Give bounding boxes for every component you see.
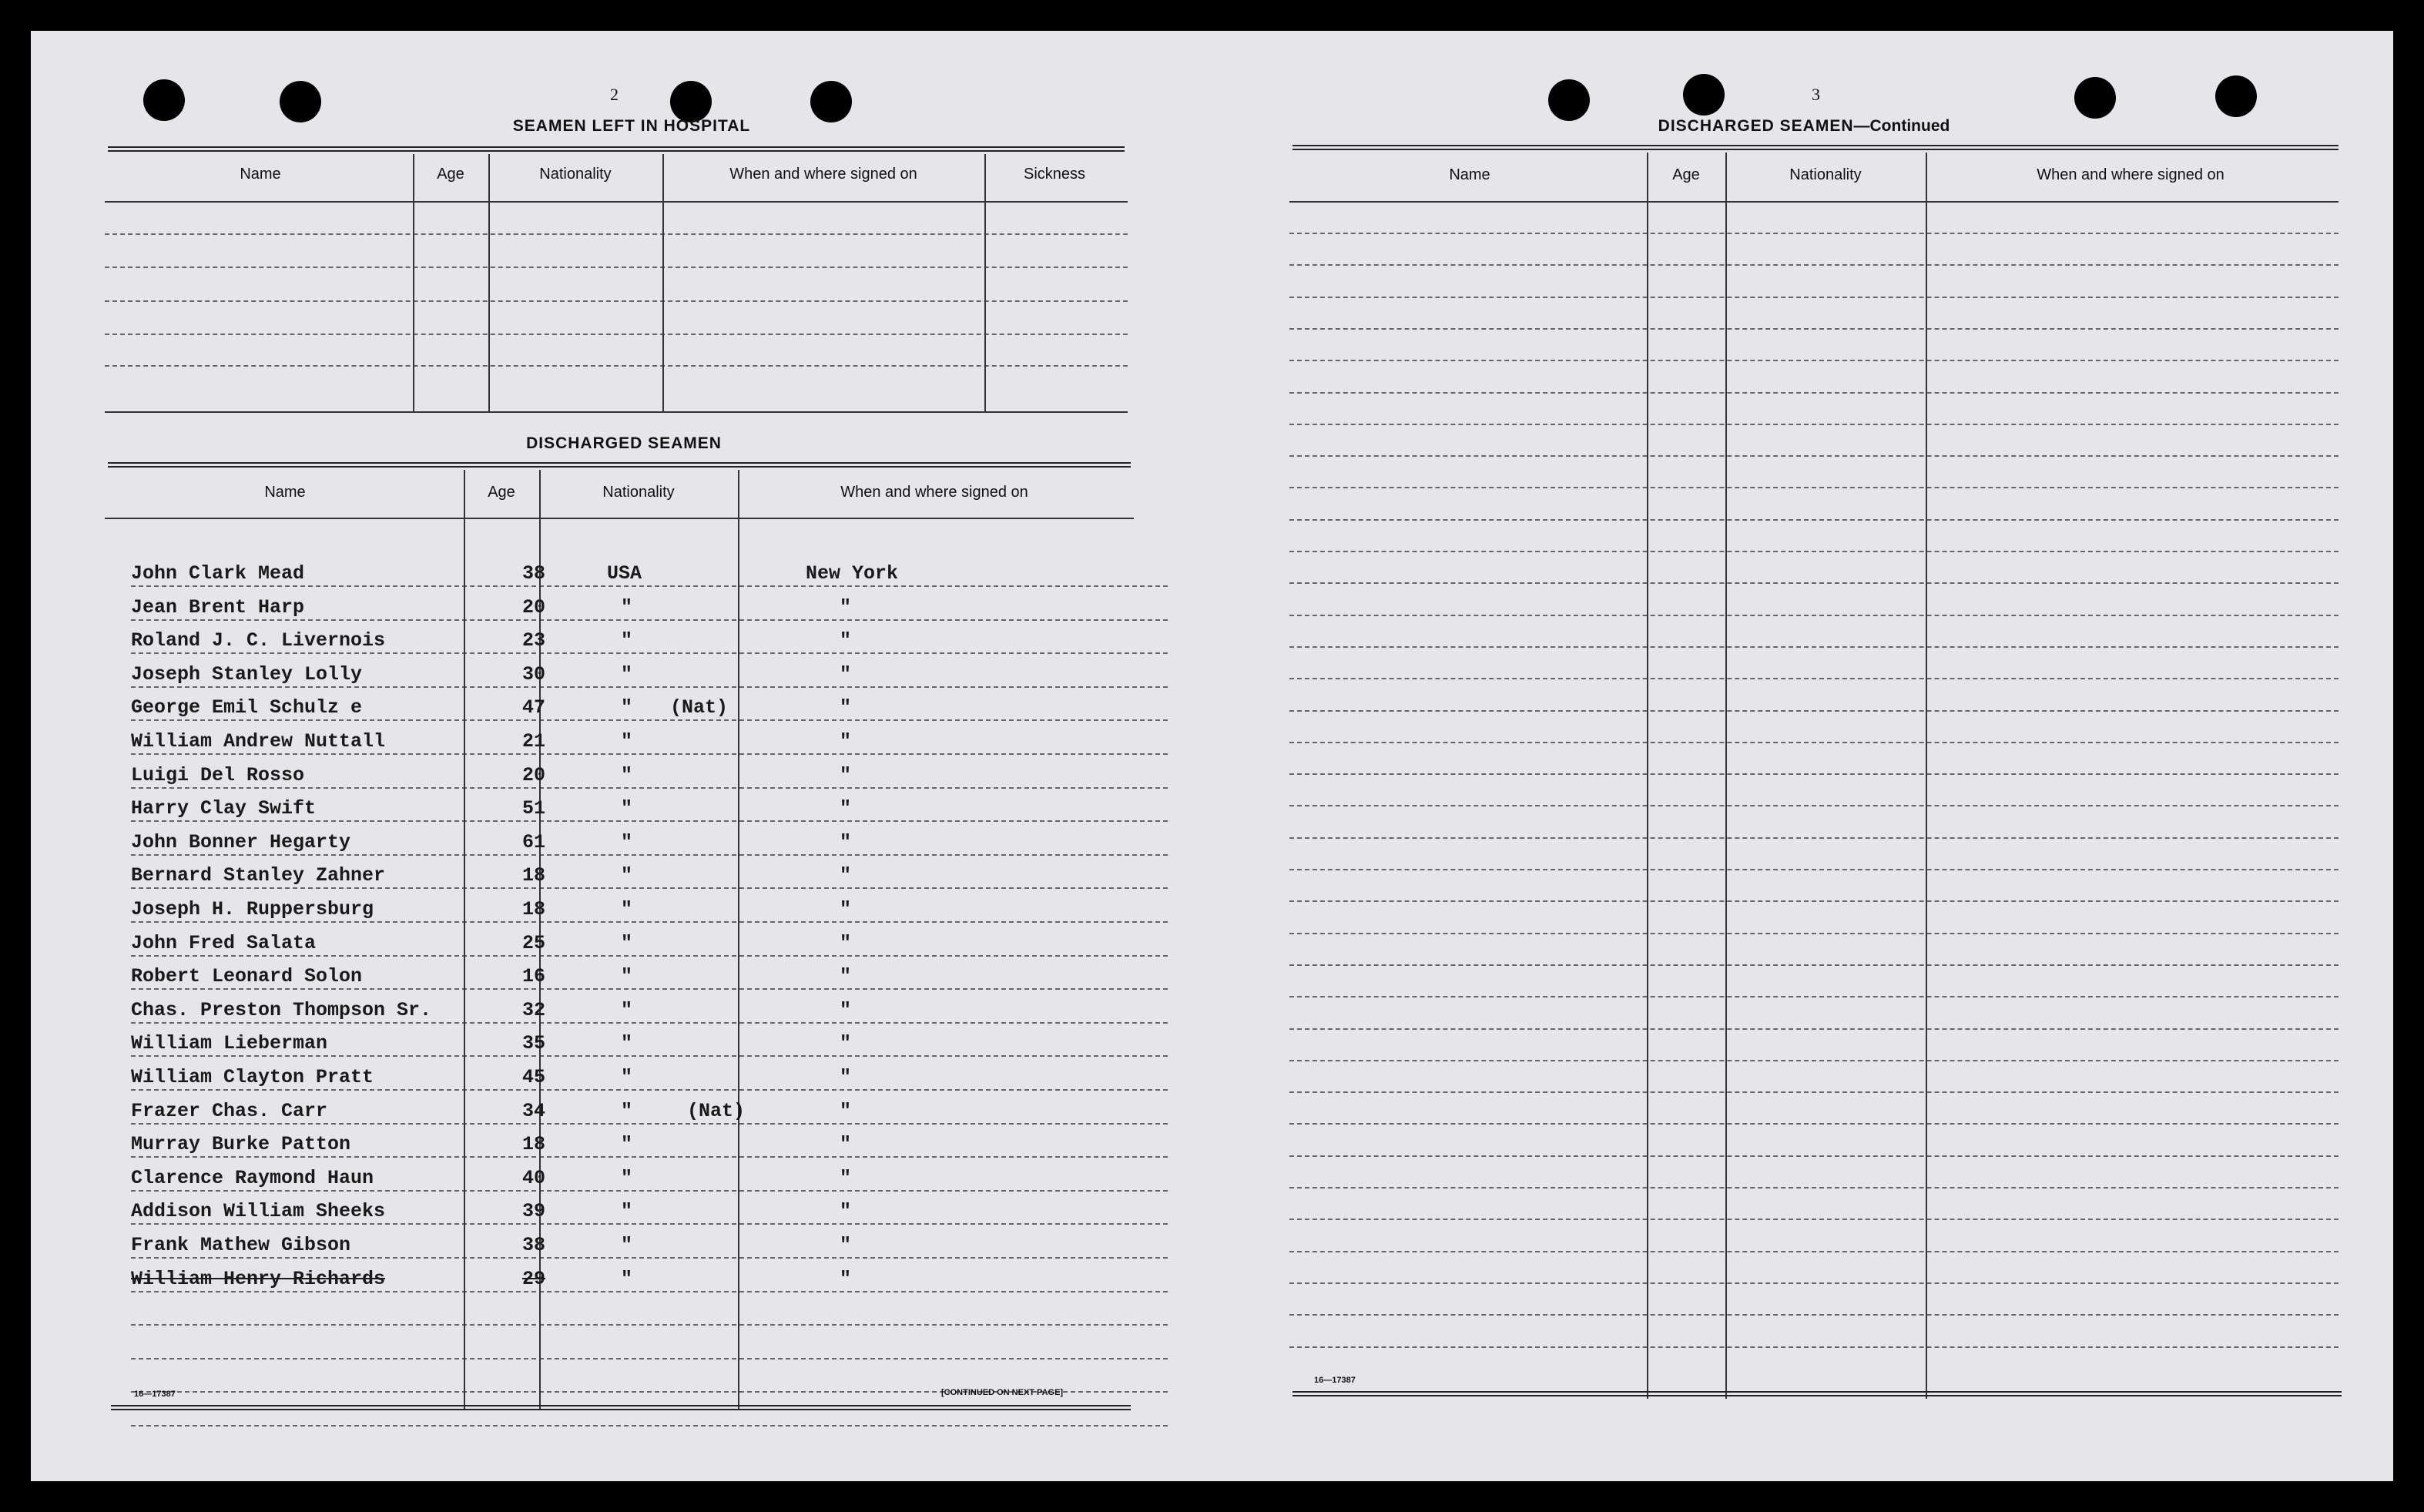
seaman-nationality: " xyxy=(621,1066,633,1088)
discharged-header-nationality: Nationality xyxy=(602,484,675,501)
seaman-signed-on: " xyxy=(840,1032,852,1055)
ledger-spread xyxy=(31,31,2393,1481)
form-number: 16—17387 xyxy=(134,1390,176,1399)
seaman-signed-on: " xyxy=(840,965,852,988)
row-line xyxy=(131,585,1168,587)
seaman-signed-on: " xyxy=(840,662,852,686)
seaman-name: George Emil Schulz e xyxy=(131,696,363,719)
seaman-nationality: " xyxy=(621,1032,633,1055)
seaman-name: Roland J. C. Livernois xyxy=(131,629,386,652)
seaman-age: 16 xyxy=(522,965,546,988)
seaman-signed-on: " xyxy=(840,595,852,619)
row-line xyxy=(1289,805,2339,806)
row-line xyxy=(131,955,1168,957)
row-line xyxy=(1289,1219,2339,1220)
seaman-name: Murray Burke Patton xyxy=(131,1133,351,1156)
row-line xyxy=(1289,1028,2339,1030)
row-line xyxy=(1289,328,2339,330)
seaman-signed-on: " xyxy=(840,763,852,786)
seaman-signed-on: " xyxy=(840,931,852,954)
row-line xyxy=(131,1190,1168,1192)
discharged-header-signed-on: When and where signed on xyxy=(840,484,1028,501)
seaman-nationality: " xyxy=(621,1200,633,1223)
row-line xyxy=(1289,360,2339,361)
seaman-nationality: " xyxy=(621,931,633,954)
seaman-age: 30 xyxy=(522,662,546,686)
hospital-header-age: Age xyxy=(437,166,464,183)
seaman-age: 25 xyxy=(522,931,546,954)
seaman-nationality: " xyxy=(621,595,633,619)
row-line xyxy=(1289,519,2339,521)
nationality-note: (Nat) xyxy=(687,1099,746,1122)
seaman-age: 20 xyxy=(522,763,546,786)
seaman-signed-on: " xyxy=(840,1234,852,1256)
seaman-signed-on: " xyxy=(840,864,852,887)
row-line xyxy=(1289,487,2339,488)
row-line xyxy=(1289,582,2339,584)
row-line xyxy=(131,753,1168,755)
row-line xyxy=(1289,678,2339,679)
row-line xyxy=(131,1022,1168,1024)
row-line xyxy=(1289,710,2339,712)
seaman-signed-on: " xyxy=(840,696,852,719)
row-line xyxy=(131,921,1168,923)
seaman-name: Frazer Chas. Carr xyxy=(131,1099,328,1122)
seaman-signed-on: " xyxy=(840,1267,852,1290)
seaman-age: 38 xyxy=(522,562,546,585)
row-line xyxy=(1289,1155,2339,1157)
discharged-header-age: Age xyxy=(488,484,515,501)
discharged-section-title: DISCHARGED SEAMEN xyxy=(526,434,722,452)
seaman-signed-on: New York xyxy=(806,562,899,585)
row-line xyxy=(131,820,1168,822)
seaman-name: John Fred Salata xyxy=(131,931,317,954)
row-line xyxy=(131,1123,1168,1125)
punch-hole xyxy=(280,81,321,122)
row-line xyxy=(131,1257,1168,1259)
seaman-age: 38 xyxy=(522,1234,546,1256)
right-header-name: Name xyxy=(1449,166,1490,183)
row-line xyxy=(1289,1060,2339,1061)
seaman-nationality: " xyxy=(621,1166,633,1189)
punch-hole xyxy=(1683,74,1725,116)
seaman-age: 32 xyxy=(522,998,546,1021)
right-header-nationality: Nationality xyxy=(1789,166,1862,183)
row-line xyxy=(1289,964,2339,966)
right-header-age: Age xyxy=(1672,166,1700,183)
seaman-name: Jean Brent Harp xyxy=(131,595,305,619)
seaman-name: William Henry Richards xyxy=(131,1267,386,1290)
row-line xyxy=(1289,1314,2339,1316)
title-suffix: —Continued xyxy=(1853,117,1950,135)
seaman-name: Frank Mathew Gibson xyxy=(131,1234,351,1256)
row-line xyxy=(1289,551,2339,552)
seaman-nationality: " xyxy=(621,1099,633,1122)
row-line xyxy=(1289,1187,2339,1188)
form-number: 16—17387 xyxy=(1314,1376,1356,1385)
continued-note: [CONTINUED ON NEXT PAGE] xyxy=(941,1388,1064,1397)
row-line xyxy=(1289,837,2339,839)
seaman-nationality: " xyxy=(621,1133,633,1156)
seaman-age: 47 xyxy=(522,696,546,719)
seaman-signed-on: " xyxy=(840,1200,852,1223)
seaman-name: Luigi Del Rosso xyxy=(131,763,305,786)
right-header-signed-on: When and where signed on xyxy=(2037,166,2225,183)
row-line xyxy=(1289,1091,2339,1093)
seaman-name: Joseph H. Ruppersburg xyxy=(131,898,374,920)
row-line xyxy=(131,1358,1168,1359)
seaman-name: Addison William Sheeks xyxy=(131,1200,386,1223)
seaman-name: Robert Leonard Solon xyxy=(131,965,363,988)
row-line xyxy=(1289,646,2339,648)
row-line xyxy=(1289,615,2339,616)
row-line xyxy=(131,1223,1168,1225)
seaman-signed-on: " xyxy=(840,830,852,853)
row-line xyxy=(131,652,1168,654)
seaman-age: 45 xyxy=(522,1066,546,1088)
seaman-age: 23 xyxy=(522,629,546,652)
row-line xyxy=(131,1291,1168,1292)
seaman-name: William Andrew Nuttall xyxy=(131,730,386,753)
row-line xyxy=(1289,264,2339,266)
seaman-age: 18 xyxy=(522,864,546,887)
seaman-signed-on: " xyxy=(840,730,852,753)
row-line xyxy=(131,854,1168,856)
row-line xyxy=(1289,233,2339,234)
seaman-signed-on: " xyxy=(840,1166,852,1189)
seaman-name: John Bonner Hegarty xyxy=(131,830,351,853)
seaman-name: Chas. Preston Thompson Sr. xyxy=(131,998,432,1021)
seaman-signed-on: " xyxy=(840,797,852,820)
title-main: DISCHARGED SEAMEN xyxy=(1658,117,1854,135)
seaman-age: 18 xyxy=(522,898,546,920)
page-number: 2 xyxy=(610,85,619,104)
seaman-age: 35 xyxy=(522,1032,546,1055)
row-line xyxy=(1289,900,2339,902)
row-line xyxy=(131,619,1168,621)
row-line xyxy=(131,887,1168,889)
seaman-name: Harry Clay Swift xyxy=(131,797,317,820)
row-line xyxy=(131,686,1168,688)
row-line xyxy=(131,1156,1168,1158)
seaman-age: 18 xyxy=(522,1133,546,1156)
hospital-header-name: Name xyxy=(240,166,281,183)
row-line xyxy=(131,787,1168,789)
seaman-nationality: " xyxy=(621,763,633,786)
discharged-header-name: Name xyxy=(264,484,306,501)
seaman-nationality: " xyxy=(621,662,633,686)
row-line xyxy=(131,988,1168,990)
seaman-signed-on: " xyxy=(840,629,852,652)
punch-hole xyxy=(2215,75,2257,117)
seaman-nationality: " xyxy=(621,965,633,988)
row-line xyxy=(1289,742,2339,743)
row-line xyxy=(1289,297,2339,298)
seaman-nationality: " xyxy=(621,797,633,820)
row-line xyxy=(1289,1346,2339,1348)
seaman-age: 34 xyxy=(522,1099,546,1122)
seaman-nationality: " xyxy=(621,1267,633,1290)
seaman-nationality: " xyxy=(621,696,633,719)
seaman-age: 21 xyxy=(522,730,546,753)
row-line xyxy=(131,1055,1168,1057)
row-line xyxy=(131,719,1168,721)
row-line xyxy=(131,1324,1168,1326)
row-line xyxy=(1289,455,2339,457)
seaman-name: Bernard Stanley Zahner xyxy=(131,864,386,887)
row-line xyxy=(131,1425,1168,1427)
seaman-name: John Clark Mead xyxy=(131,562,305,585)
seaman-nationality: USA xyxy=(607,562,642,585)
seaman-age: 40 xyxy=(522,1166,546,1189)
seaman-nationality: " xyxy=(621,730,633,753)
row-line xyxy=(1289,773,2339,775)
row-line xyxy=(1289,869,2339,870)
seaman-signed-on: " xyxy=(840,1133,852,1156)
seaman-age: 39 xyxy=(522,1200,546,1223)
row-line xyxy=(1289,1251,2339,1252)
seaman-nationality: " xyxy=(621,998,633,1021)
punch-hole xyxy=(1548,79,1590,121)
hospital-header-sickness: Sickness xyxy=(1023,166,1086,183)
row-line xyxy=(1289,933,2339,934)
seaman-age: 20 xyxy=(522,595,546,619)
hospital-section-title: SEAMEN LEFT IN HOSPITAL xyxy=(512,117,751,135)
seaman-name: Joseph Stanley Lolly xyxy=(131,662,363,686)
row-line xyxy=(1289,1123,2339,1125)
row-line xyxy=(1289,1282,2339,1284)
row-line xyxy=(1289,424,2339,425)
seaman-nationality: " xyxy=(621,1234,633,1256)
seaman-nationality: " xyxy=(621,864,633,887)
punch-hole xyxy=(670,81,712,122)
seaman-age: 51 xyxy=(522,797,546,820)
punch-hole xyxy=(143,79,185,121)
seaman-nationality: " xyxy=(621,629,633,652)
seaman-name: William Lieberman xyxy=(131,1032,328,1055)
punch-hole xyxy=(2074,77,2116,119)
row-line xyxy=(1289,392,2339,394)
seaman-signed-on: " xyxy=(840,898,852,920)
seaman-name: William Clayton Pratt xyxy=(131,1066,374,1088)
right-section-title xyxy=(1604,117,2004,136)
seaman-signed-on: " xyxy=(840,1099,852,1122)
punch-hole xyxy=(810,81,852,122)
nationality-note: (Nat) xyxy=(670,696,729,719)
seaman-signed-on: " xyxy=(840,998,852,1021)
hospital-header-signed-on: When and where signed on xyxy=(729,166,917,183)
seaman-signed-on: " xyxy=(840,1066,852,1088)
seaman-nationality: " xyxy=(621,898,633,920)
row-line xyxy=(131,1089,1168,1091)
page-number: 3 xyxy=(1812,85,1820,104)
seaman-nationality: " xyxy=(621,830,633,853)
seaman-age: 61 xyxy=(522,830,546,853)
hospital-header-nationality: Nationality xyxy=(539,166,612,183)
seaman-name: Clarence Raymond Haun xyxy=(131,1166,374,1189)
row-line xyxy=(1289,996,2339,997)
seaman-age: 29 xyxy=(522,1267,546,1290)
